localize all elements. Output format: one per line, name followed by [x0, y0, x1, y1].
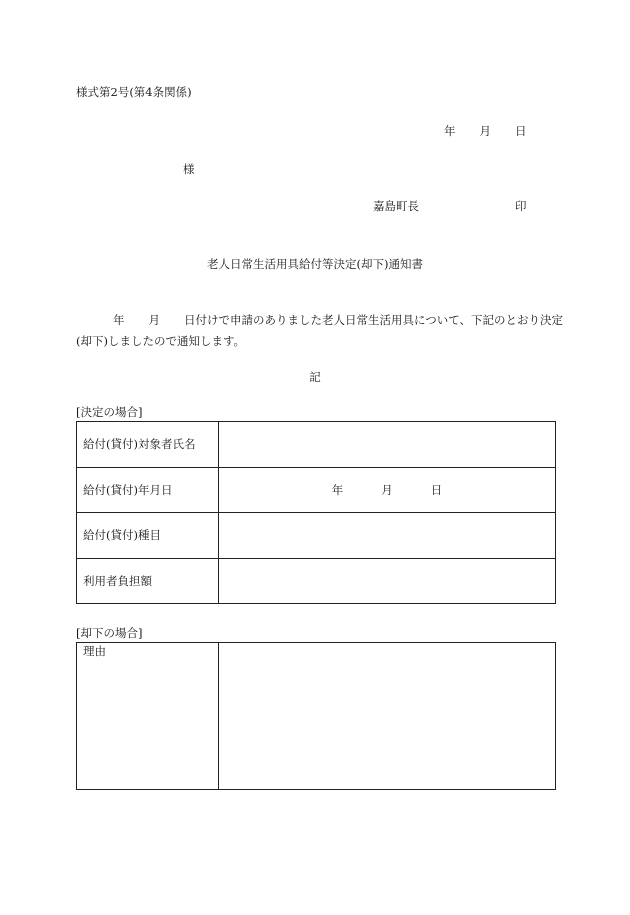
issue-date	[444, 123, 527, 139]
issue-date-day: 日	[515, 124, 527, 138]
issuer-name: 嘉島町長	[373, 199, 419, 213]
form-number: 様式第2号(第4条関係)	[76, 85, 192, 99]
reason-field[interactable]	[219, 643, 556, 790]
ki-heading: 記	[309, 370, 321, 384]
body-paragraph	[76, 310, 566, 352]
issue-date-year: 年	[444, 124, 456, 138]
seal-mark: 印	[515, 199, 527, 213]
item-type-field[interactable]	[219, 513, 556, 559]
row-label: 利用者負担額	[77, 558, 219, 604]
grant-date-month: 月	[381, 482, 393, 497]
document-title: 老人日常生活用具給付等決定(却下)通知書	[207, 257, 423, 271]
issue-date-month: 月	[479, 124, 491, 138]
body-year: 年	[113, 313, 125, 327]
row-label: 給付(貸付)年月日	[77, 467, 219, 513]
row-label: 理由	[77, 643, 219, 790]
addressee-suffix: 様	[183, 162, 195, 176]
table-row	[77, 467, 556, 513]
body-month: 月	[148, 313, 160, 327]
body-text: 日付けで申請のありました老人日常生活用具について、下記のとおり決定(却下)しましたので通知します。	[76, 313, 564, 348]
table-row	[77, 643, 556, 790]
grant-date-field[interactable]	[219, 467, 556, 513]
row-label: 給付(貸付)種目	[77, 513, 219, 559]
grant-date-day: 日	[430, 482, 443, 497]
approval-heading: [決定の場合]	[76, 405, 143, 419]
rejection-table	[76, 642, 556, 790]
approval-table	[76, 421, 556, 604]
rejection-heading: [却下の場合]	[76, 626, 143, 640]
table-row	[77, 513, 556, 559]
grant-date-year: 年	[331, 482, 344, 497]
row-label: 給付(貸付)対象者氏名	[77, 422, 219, 468]
recipient-name-field[interactable]	[219, 422, 556, 468]
table-row	[77, 558, 556, 604]
copayment-field[interactable]	[219, 558, 556, 604]
table-row	[77, 422, 556, 468]
